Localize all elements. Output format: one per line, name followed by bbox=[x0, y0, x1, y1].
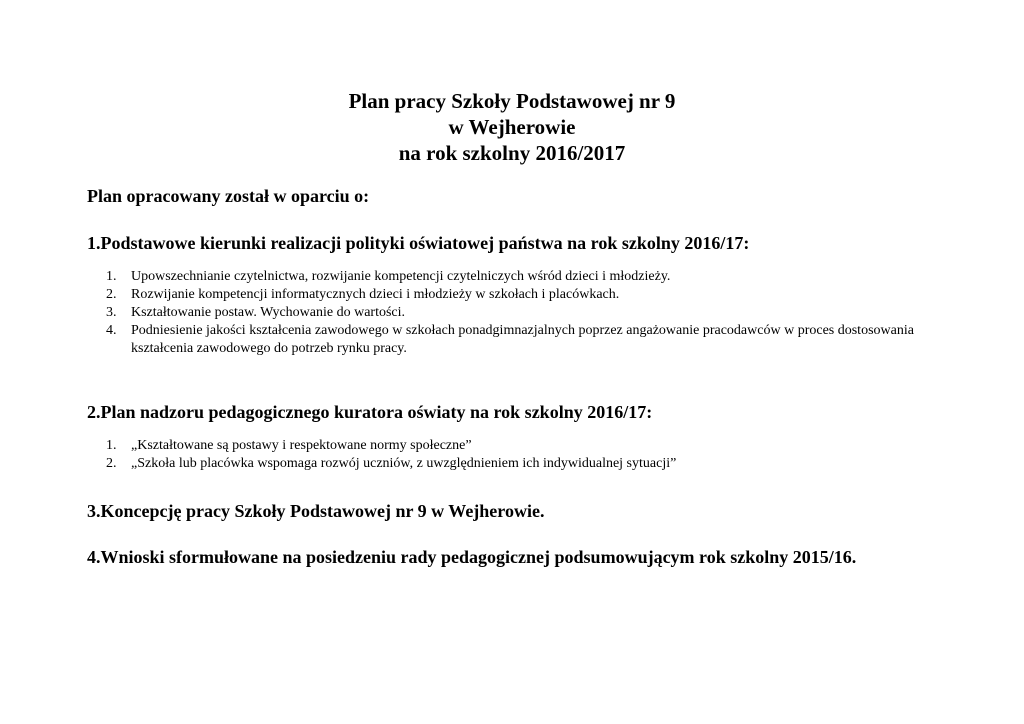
list-item bbox=[88, 286, 948, 304]
list-item-number: 4. bbox=[106, 323, 117, 338]
list-item bbox=[88, 437, 948, 455]
list-item-text: Kształtowanie postaw. Wychowanie do wartości. bbox=[131, 305, 406, 320]
document-title bbox=[0, 88, 1024, 166]
list-item bbox=[88, 322, 948, 358]
section-2-heading: 2.Plan nadzoru pedagogicznego kuratora oświaty na rok szkolny 2016/17: bbox=[87, 402, 653, 422]
list-item-text: Upowszechnianie czytelnictwa, rozwijanie kompetencji czytelniczych wśród dzieci i młodzieży. bbox=[131, 269, 671, 284]
list-item-number: 2. bbox=[106, 287, 117, 302]
list-item bbox=[88, 304, 948, 322]
section-2-list bbox=[88, 437, 948, 473]
list-item-number: 3. bbox=[106, 305, 117, 320]
section-3-heading: 3.Koncepcję pracy Szkoły Podstawowej nr 9 w Wejherowie. bbox=[87, 501, 545, 521]
list-item-text: „Kształtowane są postawy i respektowane normy społeczne” bbox=[131, 438, 472, 453]
section-4-heading: 4.Wnioski sformułowane na posiedzeniu rady pedagogicznej podsumowującym rok szkolny 2015/16. bbox=[87, 547, 857, 567]
list-item bbox=[88, 268, 948, 286]
list-item-text: „Szkoła lub placówka wspomaga rozwój uczniów, z uwzględnieniem ich indywidualnej sytuacji” bbox=[131, 456, 677, 471]
list-item-number: 1. bbox=[106, 269, 117, 284]
section-1-list bbox=[88, 268, 948, 358]
list-item-text: Rozwijanie kompetencji informatycznych dzieci i młodzieży w szkołach i placówkach. bbox=[131, 287, 620, 302]
section-1-heading: 1.Podstawowe kierunki realizacji polityki oświatowej państwa na rok szkolny 2016/17: bbox=[87, 233, 750, 253]
title-line-3: na rok szkolny 2016/2017 bbox=[398, 141, 626, 165]
list-item-text: Podniesienie jakości kształcenia zawodowego w szkołach ponadgimnazjalnych poprzez angażowanie pracodawców w proces dostosowania kształcenia zawodowego do potrzeb rynku pracy. bbox=[131, 323, 914, 356]
title-line-1: Plan pracy Szkoły Podstawowej nr 9 bbox=[348, 89, 676, 113]
intro-heading: Plan opracowany został w oparciu o: bbox=[87, 186, 370, 206]
list-item bbox=[88, 455, 948, 473]
list-item-number: 1. bbox=[106, 438, 117, 453]
title-line-2: w Wejherowie bbox=[448, 115, 576, 139]
list-item-number: 2. bbox=[106, 456, 117, 471]
